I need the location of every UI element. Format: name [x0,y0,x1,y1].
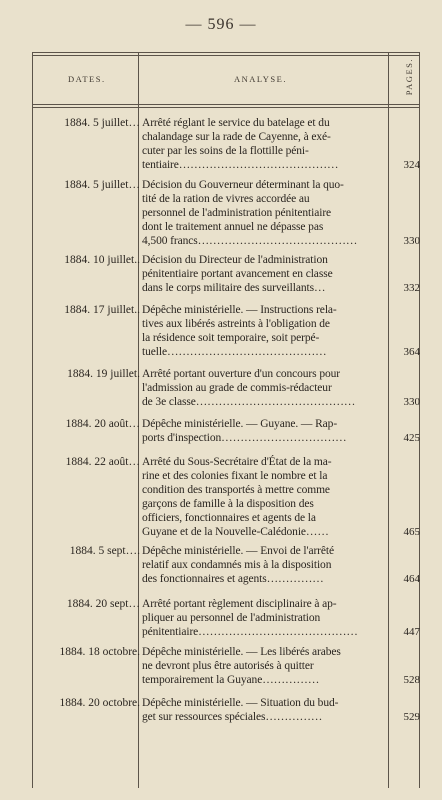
entry-page-number: 465 [403,526,420,538]
entry-date: 1884. 20 sept… [66,598,140,610]
analysis-line: Arrêté portant règlement disciplinaire à ap- [142,598,337,610]
analysis-line: ports d'inspection…………………………… [142,432,347,444]
entry-analysis [142,367,386,409]
entry-page-number: 447 [403,626,420,638]
entry-analysis [142,178,386,248]
analysis-line: Dépêche ministérielle. — Envoi de l'arrêté [142,545,335,557]
analysis-line: Dépêche ministérielle. — Situation du bud- [142,697,339,709]
analysis-line: get sur ressources spéciales…………… [142,711,323,723]
analysis-line: chalandage sur la rade de Cayenne, à exé- [142,131,331,143]
entry-page-number: 425 [403,432,420,444]
entry-page-number: 330 [403,235,420,247]
entry-page-number: 529 [403,711,420,723]
header-rule-inner [32,107,420,108]
analysis-line: officiers, fonctionnaires et agents de la [142,512,316,524]
entry-date: 1884. 20 août… [65,418,140,430]
analysis-line: tives aux libérés astreints à l'obligation de [142,318,330,330]
entry-analysis [142,253,386,295]
analysis-line: Décision du Directeur de l'administration [142,254,328,266]
analysis-line: pénitentiaire…………………………………… [142,626,358,638]
entry-analysis [142,417,386,445]
analysis-line: Dépêche ministérielle. — Les libérés arabes [142,646,341,658]
analysis-line: Arrêté du Sous-Secrétaire d'État de la ma- [142,456,332,468]
analysis-line: Arrêté portant ouverture d'un concours pour [142,368,340,380]
entry-analysis [142,303,386,359]
analysis-line: l'admission au grade de commis-rédacteur [142,382,332,394]
analysis-line: Arrêté réglant le service du batelage et du [142,117,330,129]
analysis-line: pénitentiaire portant avancement en classe [142,268,333,280]
analysis-line: tuelle…………………………………… [142,346,327,358]
analysis-line: tité de la ration de vivres accordée au [142,193,310,205]
page-number: — 596 — [185,16,257,33]
entry-date: 1884. 10 juillet.. [64,254,140,266]
analysis-line: tentiaire…………………………………… [142,159,339,171]
analysis-line: Décision du Gouverneur déterminant la quo- [142,179,344,191]
table-top-rule [32,52,420,53]
analysis-line: la résidence soit temporaire, soit perpé- [142,332,320,344]
analysis-line: cuter par les soins de la flottille péni- [142,145,309,157]
entry-analysis [142,696,386,724]
entry-date: 1884. 18 octobre. [59,646,140,658]
entry-analysis [142,455,386,539]
analysis-line: condition des transportés à mettre comme [142,484,330,496]
analysis-line: dont le traitement annuel ne dépasse pas [142,221,324,233]
header-pages: PAGES. [404,58,414,96]
entry-date: 1884. 19 juillet. [67,368,140,380]
entry-page-number: 332 [403,282,420,294]
entry-page-number: 364 [403,346,420,358]
analysis-line: Dépêche ministérielle. — Instructions rela- [142,304,337,316]
analysis-line: des fonctionnaires et agents…………… [142,573,324,585]
analysis-line: pliquer au personnel de l'administration [142,612,321,624]
entry-date: 1884. 5 juillet… [64,179,140,191]
analysis-line: 4,500 francs…………………………………… [142,235,358,247]
analysis-line: Guyane et de la Nouvelle-Calédonie…… [142,526,329,538]
analysis-line: garçons de famille à la disposition des [142,498,314,510]
analysis-line: temporairement la Guyane…………… [142,674,320,686]
entry-analysis [142,597,386,639]
entry-date: 1884. 5 juillet… [64,117,140,129]
entry-date: 1884. 22 août… [65,456,140,468]
entry-analysis [142,645,386,687]
header-rule [32,104,420,105]
entry-date: 1884. 17 juillet.. [64,304,140,316]
entry-date: 1884. 20 octobre. [59,697,140,709]
entry-date: 1884. 5 sept…. [69,545,140,557]
index-table [32,52,420,788]
entry-page-number: 528 [403,674,420,686]
entry-page-number: 324 [403,159,420,171]
analysis-line: Dépêche ministérielle. — Guyane. — Rap- [142,418,338,430]
entry-page-number: 330 [403,396,420,408]
analysis-line: relatif aux condamnés mis à la disposition [142,559,332,571]
entry-page-number: 464 [403,573,420,585]
table-top-rule-inner [32,55,420,56]
entry-analysis [142,116,386,172]
pages-column-divider [388,52,389,788]
analysis-line: ne devront plus être autorisés à quitter [142,660,314,672]
analysis-line: de 3e classe…………………………………… [142,396,356,408]
header-dates: DATES. [68,74,106,84]
analysis-line: rine et des colonies fixant le nombre et la [142,470,328,482]
analysis-line: personnel de l'administration pénitentiaire [142,207,332,219]
analysis-line: dans le corps militaire des surveillants… [142,282,326,294]
entry-analysis [142,544,386,586]
header-analyse: ANALYSE. [234,74,287,84]
